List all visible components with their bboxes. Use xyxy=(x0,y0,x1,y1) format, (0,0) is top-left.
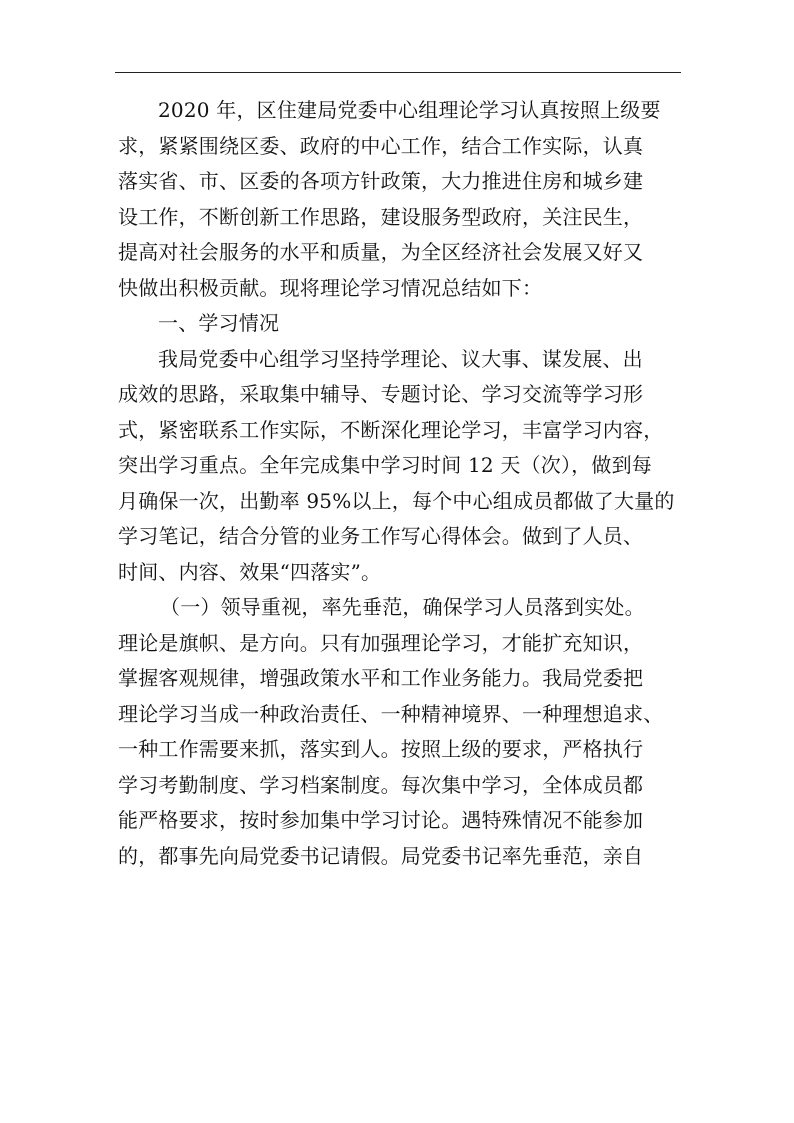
paragraph-line: 理论是旗帜、是方向。只有加强理论学习，才能扩充知识， xyxy=(118,630,644,655)
paragraph-line: 时间、内容、效果“四落实”。 xyxy=(118,559,382,584)
subsection-heading: （一）领导重视，率先垂范，确保学习人员落到实处。 xyxy=(160,595,645,619)
header-rule xyxy=(115,72,681,73)
paragraph-line: 设工作，不断创新工作思路，建设服务型政府，关注民生， xyxy=(118,204,644,229)
section-heading: 一、学习情况 xyxy=(158,311,280,335)
paragraph-line: 能严格要求，按时参加集中学习讨论。遇特殊情况不能参加 xyxy=(118,808,644,832)
paragraph-line: 2020 年，区住建局党委中心组理论学习认真按照上级要 xyxy=(158,98,661,122)
paragraph-line: 掌握客观规律，增强政策水平和工作业务能力。我局党委把 xyxy=(118,666,644,690)
paragraph-line: 求，紧紧围绕区委、政府的中心工作，结合工作实际，认真 xyxy=(118,133,644,158)
paragraph-line: 我局党委中心组学习坚持学理论、议大事、谋发展、出 xyxy=(158,346,643,371)
paragraph-line: 的，都事先向局党委书记请假。局党委书记率先垂范，亲自 xyxy=(118,843,644,868)
paragraph-line: 提高对社会服务的水平和质量，为全区经济社会发展又好又 xyxy=(118,240,644,264)
paragraph-line: 学习考勤制度、学习档案制度。每次集中学习，全体成员都 xyxy=(118,772,644,797)
paragraph-line: 式，紧密联系工作实际，不断深化理论学习，丰富学习内容， xyxy=(118,417,664,442)
paragraph-line: 月确保一次，出勤率 95%以上，每个中心组成员都做了大量的 xyxy=(118,488,675,513)
paragraph-line: 一种工作需要来抓，落实到人。按照上级的要求，严格执行 xyxy=(118,737,644,761)
paragraph-line: 成效的思路，采取集中辅导、专题讨论、学习交流等学习形 xyxy=(118,382,644,406)
paragraph-line: 落实省、市、区委的各项方针政策，大力推进住房和城乡建 xyxy=(118,169,644,193)
document-body xyxy=(118,93,688,874)
paragraph-line: 突出学习重点。全年完成集中学习时间 12 天（次），做到每 xyxy=(118,453,652,477)
paragraph-line: 理论学习当成一种政治责任、一种精神境界、一种理想追求、 xyxy=(118,701,664,726)
paragraph-line: 学习笔记，结合分管的业务工作写心得体会。做到了人员、 xyxy=(118,524,644,548)
paragraph-line: 快做出积极贡献。现将理论学习情况总结如下： xyxy=(118,275,543,300)
